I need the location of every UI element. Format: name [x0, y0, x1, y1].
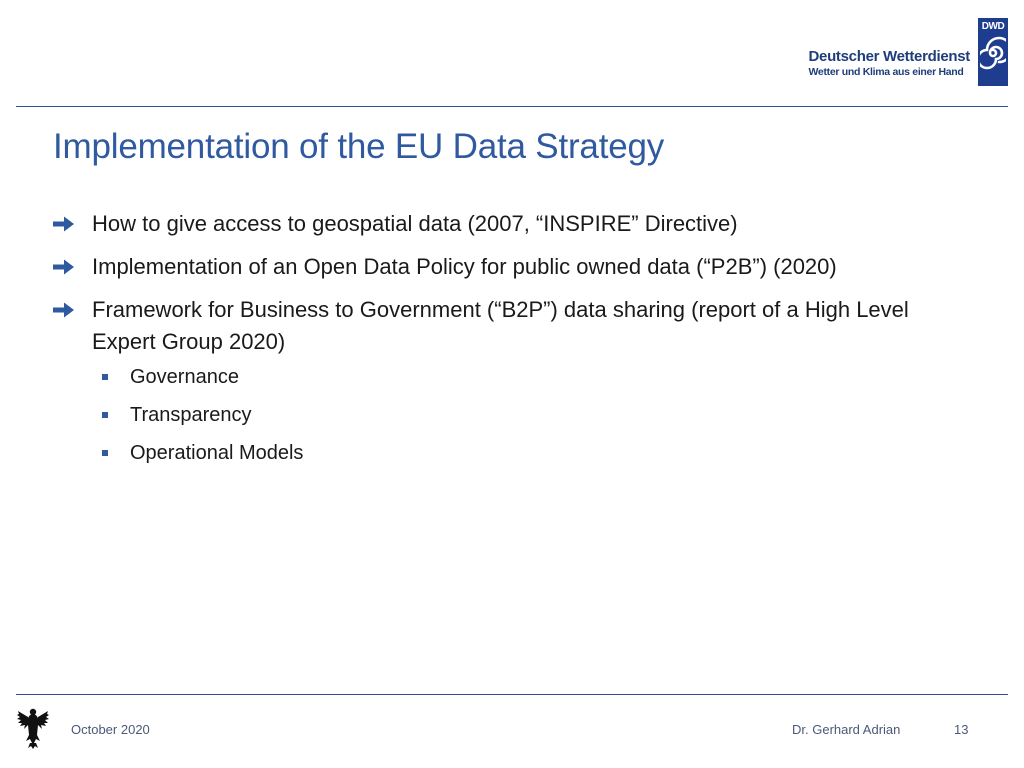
- arrow-right-icon: [52, 258, 76, 276]
- footer-divider: [16, 694, 1008, 695]
- federal-eagle-icon: [16, 705, 50, 749]
- logo-name: Deutscher Wetterdienst: [808, 48, 970, 65]
- bullet-item: [52, 251, 982, 283]
- bullet-item: [52, 208, 982, 240]
- swirl-icon: [980, 33, 1006, 73]
- bullet-text: How to give access to geospatial data (2007, “INSPIRE” Directive): [92, 211, 738, 236]
- footer-author: Dr. Gerhard Adrian: [792, 722, 901, 737]
- square-bullet-icon: [102, 450, 108, 456]
- bullet-text: Implementation of an Open Data Policy for public owned data (“P2B”) (2020): [92, 254, 837, 279]
- sub-bullet-text: Governance: [130, 366, 239, 388]
- arrow-right-icon: [52, 215, 76, 233]
- arrow-right-icon: [52, 301, 76, 319]
- dwd-logo: [809, 18, 1009, 86]
- bullet-list: [52, 208, 982, 479]
- logo-abbr: DWD: [981, 21, 1005, 32]
- slide-title: Implementation of the EU Data Strategy: [53, 127, 665, 166]
- sub-bullet-item: [92, 441, 982, 465]
- header-divider: [16, 106, 1008, 107]
- bullet-text: Framework for Business to Government (“B2P”) data sharing (report of a High Level Expert Group 2020): [92, 297, 909, 354]
- footer-date: October 2020: [71, 722, 150, 737]
- sub-bullet-item: [92, 365, 982, 389]
- sub-bullet-text: Transparency: [130, 404, 252, 426]
- square-bullet-icon: [102, 412, 108, 418]
- sub-bullet-text: Operational Models: [130, 442, 304, 464]
- sub-bullet-list: [52, 365, 982, 465]
- bullet-item: [52, 294, 972, 358]
- square-bullet-icon: [102, 374, 108, 380]
- logo-mark: [978, 18, 1008, 86]
- logo-text: [809, 48, 971, 79]
- page-number: 13: [954, 722, 969, 737]
- sub-bullet-item: [92, 403, 982, 427]
- logo-slogan: Wetter und Klima aus einer Hand: [808, 66, 964, 78]
